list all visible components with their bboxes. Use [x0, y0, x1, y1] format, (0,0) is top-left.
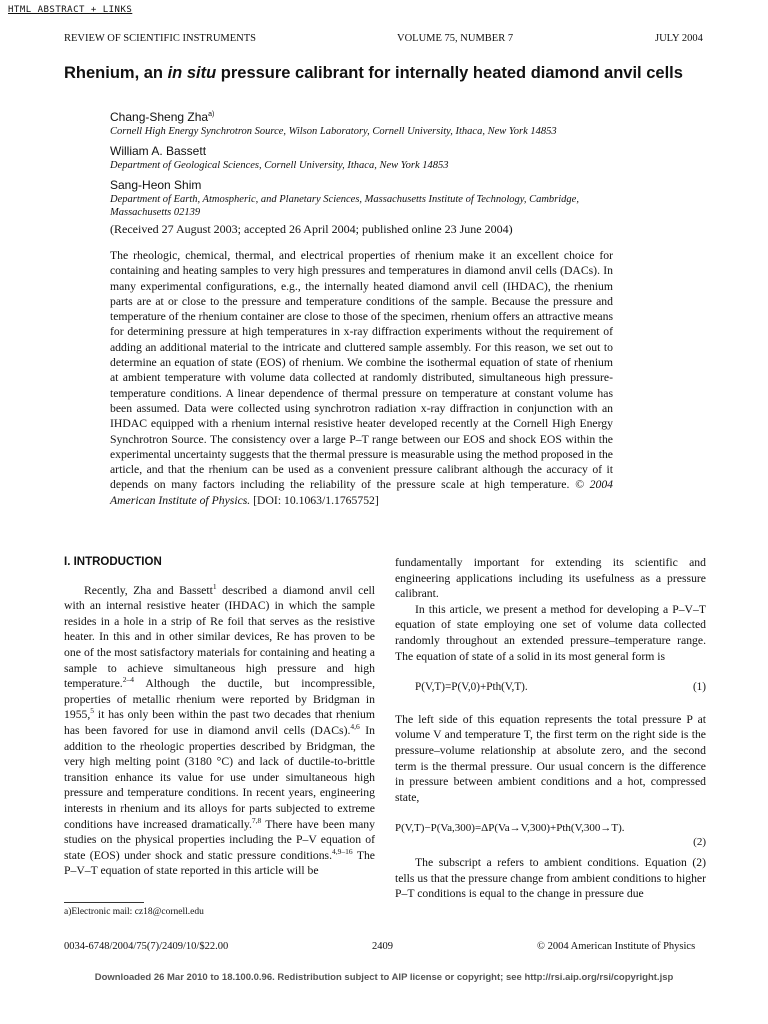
footer-copyright: © 2004 American Institute of Physics [537, 941, 696, 952]
journal-name: REVIEW OF SCIENTIFIC INSTRUMENTS [64, 33, 257, 44]
right-column [395, 555, 706, 902]
author-1: Chang-Sheng Zha$^{a)}$ [110, 110, 215, 124]
page-number: 2409 [372, 941, 393, 952]
footnote: a)Electronic mail: cz18@cornell.edu [64, 907, 204, 917]
paragraph: The subscript a refers to ambient conditions. Equation (2) tells us that the pressure change from ambient conditions to higher P–T conditions is equal to the change in pressure due [395, 855, 706, 901]
abstract: The rheologic, chemical, thermal, and electrical properties of rhenium make it an excellent choice for containing and heating samples to very high pressures and temperatures in diamond anvil cells (DACs). In many experimental configurations, e.g., the internally heated diamond anvil cell (IHDAC), the rhenium parts are at or close to the pressure and temperature conditions of the sample. Because the pressure and temperature of the rhenium container are close to those of the specimen, rhenium offers an attractive means for determining pressure at high temperatures in x-ray diffraction experiments without the requirement of adding an additional material to the intricate and cluttered sample assembly. For this reason, we set out to determine an equation of state (EOS) of rhenium. We combine the isothermal equation of state of rhenium at ambient temperature with volume data collected at randomly distributed, simultaneous high pressure-temperature conditions. A linear dependence of thermal pressure on temperature at constant volume has been assumed. Data were collected using synchrotron radiation x-ray diffraction in conjunction with an IHDAC equipped with a rhenium internal resistive heater developed recently at the Cornell High Energy Synchrotron Source. The consistency over a large P–T range between our EOS and shock EOS within the experimental uncertainty suggests that the thermal pressure is measurable using the method proposed in the article, and that the rhenium can be used as a convenient pressure calibrant although the accuracy of it depends on many factors including the reliability of the pressure scale at high temperature. © 2004 American Institute of Physics. [DOI: 10.1063/1.1765752] [110, 249, 614, 507]
doi[interactable]: [DOI: 10.1063/1.1765752] [253, 493, 379, 507]
paragraph: fundamentally important for extending its scientific and engineering applications including its usefulness as a pressure calibrant. [395, 556, 706, 601]
affiliation-2: Department of Geological Sciences, Cornell University, Ithaca, New York 14853 [110, 160, 449, 171]
equation-2: P(V,T)−P(Va,300)=ΔP(Va→V,300)+Pth(V,300→T). (2) [395, 821, 706, 837]
affiliation-1: Cornell High Energy Synchrotron Source, Wilson Laboratory, Cornell University, Ithaca, New York 14853 [110, 126, 557, 137]
paragraph: The left side of this equation represents the total pressure P at volume V and temperature T, the first term on the right side is the pressure–volume relationship at absolute zero, and the second term is the thermal pressure. Our usual concern is the difference in pressure between ambient conditions and a hot, compressed state, [395, 712, 706, 804]
section-heading: I. INTRODUCTION [64, 556, 162, 568]
download-notice: Downloaded 26 Mar 2010 to 18.100.0.96. Redistribution subject to AIP license or copyright; see http://rsi.aip.org/rsi/copyright.jsp [94, 972, 674, 983]
equation-1: P(V,T)=P(V,0)+Pth(V,T). (1) [395, 680, 706, 696]
footnote-rule [64, 902, 144, 903]
paragraph: In this article, we present a method for developing a P–V–T equation of state employing one set of volume data collected randomly throughout an extended pressure–temperature range. The equation of state of a solid in its most general form is [395, 602, 706, 663]
abstract-copyright: © 2004 American Institute of Physics. [110, 478, 614, 507]
author-3: Sang-Heon Shim [110, 178, 202, 192]
footer-code: 0034-6748/2004/75(7)/2409/10/$22.00 [64, 941, 229, 952]
issue-date: JULY 2004 [655, 33, 703, 44]
footnote-mark: a) [208, 111, 215, 118]
volume-number: VOLUME 75, NUMBER 7 [397, 33, 514, 44]
html-abstract-link[interactable]: HTML ABSTRACT + LINKS [8, 5, 133, 15]
affiliation-3: Department of Earth, Atmospheric, and Planetary Sciences, Massachusetts Institute of Technology, Cambridge, Massachusetts 02139 [110, 194, 579, 218]
equation-number: (2) [693, 836, 706, 849]
received-dates: (Received 27 August 2003; accepted 26 April 2004; published online 23 June 2004) [110, 222, 513, 236]
equation-number: (1) [692, 681, 706, 694]
author-2: William A. Bassett [110, 144, 207, 158]
article-title: Rhenium, an in situ pressure calibrant for internally heated diamond anvil cells [64, 64, 683, 82]
left-column [64, 555, 375, 879]
intro-paragraph: Recently, Zha and Bassett$^1$ described a diamond anvil cell with an internal resistive heater (IHDAC) in which the sample resides in a hole in a strip of Re foil that serves as the resistive heater. In this and in other similar devices, Re has proven to be one of the most satisfactory materials for containing and heating a sample to achieve simultaneous high pressure and high temperature.$^{2-4}$ Although the ductile, but incompressible, properties of metallic rhenium were reported by Bridgman in 1955,$^5$ it has only been within the past two decades that rhenium has been favored for use in diamond anvil cells (DACs).$^{4,6}$ In addition to the rheologic properties described by Bridgman, the very high melting point (3180 °C) and lack of ductile-to-brittle transition enhance its value for use under simultaneous high pressure and temperature conditions. In recent years, engineering interests in rhenium and its alloys for parts subjected to extreme conditions have increased dramatically.$^{7,8}$ There have been many studies on the physical properties including the P–V equation of state (EOS) under shock and static pressure conditions.$^{4,9-16}$ The P–V–T equation of state reported in this article will be [64, 581, 375, 878]
